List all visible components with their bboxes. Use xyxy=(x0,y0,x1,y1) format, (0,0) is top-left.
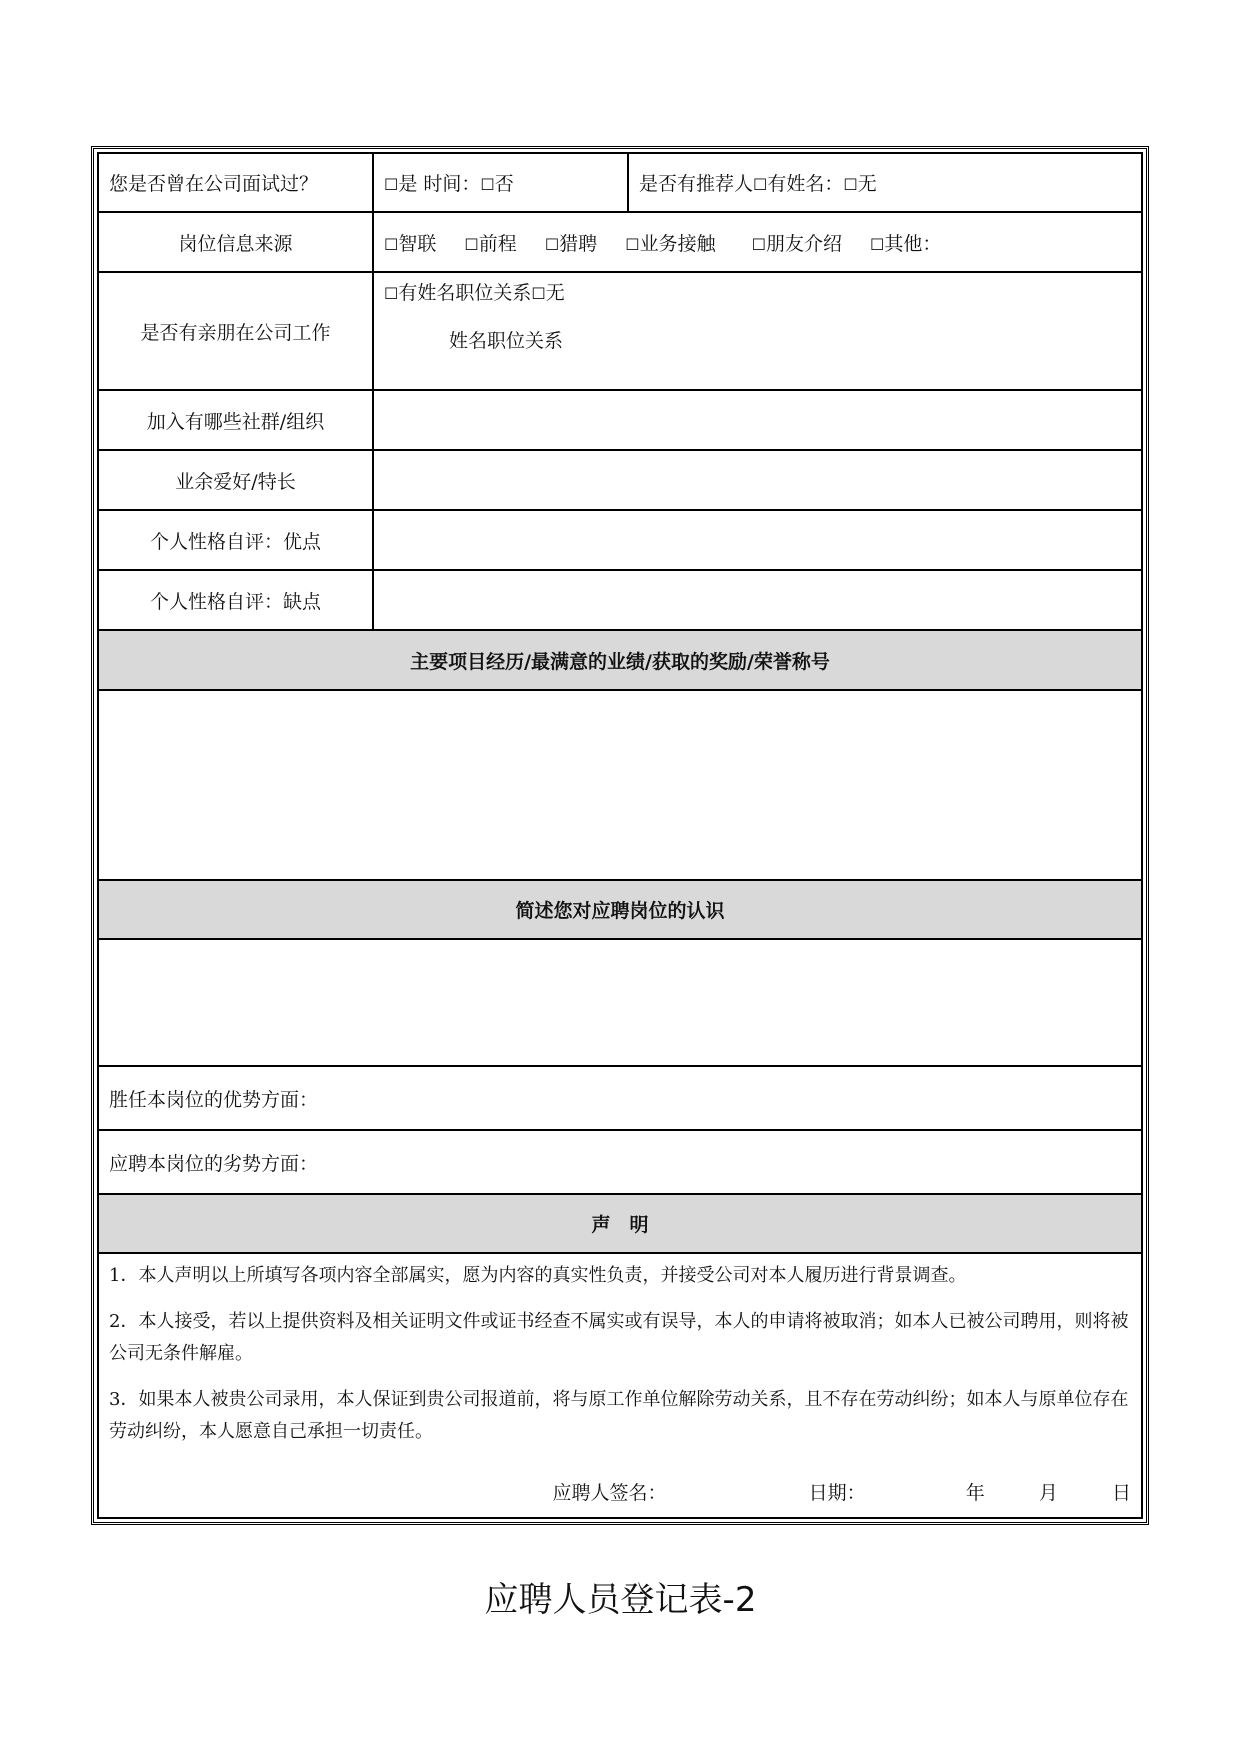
cell-relatives xyxy=(373,272,1142,390)
declaration-item-3: 3．如果本人被贵公司录用，本人保证到贵公司报道前，将与原工作单位解除劳动关系，且不存在劳动纠纷；如本人与原单位存在劳动纠纷，本人愿意自己承担一切责任。 xyxy=(109,1389,1129,1442)
signature-label[interactable]: 应聘人签名： xyxy=(552,1482,667,1504)
input-weaknesses[interactable] xyxy=(373,570,1142,630)
cell-source-options xyxy=(373,212,1142,272)
label-hobbies: 业余爱好/特长 xyxy=(98,450,373,510)
declaration-item-2: 2．本人接受，若以上提供资料及相关证明文件或证书经查不属实或有误导，本人的申请将被取消；如本人已被公司聘用，则将被公司无条件解雇。 xyxy=(109,1311,1129,1364)
cell-referrer xyxy=(628,153,1142,212)
row-source xyxy=(98,212,1142,272)
declaration-text xyxy=(98,1253,1142,1518)
label-relatives: 是否有亲朋在公司工作 xyxy=(98,272,373,390)
option-referrer-has: 有姓名： xyxy=(767,173,844,195)
checkbox-no[interactable]: ☐ xyxy=(480,175,495,194)
day-label: 日 xyxy=(1111,1482,1131,1504)
row-projects-header xyxy=(98,630,1142,690)
checkbox-referrer-has[interactable]: ☐ xyxy=(753,175,768,194)
year-label: 年 xyxy=(965,1482,985,1504)
label-disadvantages: 应聘本岗位的劣势方面： xyxy=(109,1152,319,1175)
signature-line xyxy=(109,1448,1131,1517)
section-title-understanding: 简述您对应聘岗位的认识 xyxy=(98,880,1142,939)
input-hobbies[interactable] xyxy=(373,450,1142,510)
row-understanding-header xyxy=(98,880,1142,939)
checkbox-icon: ☐ xyxy=(625,234,640,254)
input-strengths[interactable] xyxy=(373,510,1142,570)
label-source: 岗位信息来源 xyxy=(98,212,373,272)
option-referrer-none: 无 xyxy=(857,173,877,195)
page-caption: 应聘人员登记表-2 xyxy=(484,1580,757,1620)
date-label[interactable]: 日期： xyxy=(808,1482,866,1504)
source-option-other[interactable]: ☐其他： xyxy=(870,232,942,255)
option-relatives-has: 有姓名职位关系 xyxy=(398,282,532,304)
row-declaration-header xyxy=(98,1194,1142,1253)
row-advantages xyxy=(98,1066,1142,1130)
checkbox-icon: ☐ xyxy=(464,234,479,254)
checkbox-referrer-none[interactable]: ☐ xyxy=(843,175,858,194)
row-groups xyxy=(98,390,1142,450)
label-interviewed: 您是否曾在公司面试过？ xyxy=(98,153,373,212)
checkbox-icon: ☐ xyxy=(384,234,399,254)
time-label: 时间： xyxy=(417,173,481,195)
checkbox-icon: ☐ xyxy=(870,234,885,254)
input-understanding[interactable] xyxy=(98,939,1142,1066)
field-disadvantages[interactable] xyxy=(98,1130,1142,1194)
option-relatives-none: 无 xyxy=(545,282,565,304)
referrer-label: 是否有推荐人 xyxy=(639,173,754,195)
label-weaknesses: 个人性格自评：缺点 xyxy=(98,570,373,630)
row-disadvantages xyxy=(98,1130,1142,1194)
month-label: 月 xyxy=(1038,1482,1058,1504)
source-option-zhilian[interactable]: ☐智联 xyxy=(384,232,437,255)
field-advantages[interactable] xyxy=(98,1066,1142,1130)
row-relatives xyxy=(98,272,1142,390)
option-yes: 是 xyxy=(398,173,418,195)
checkbox-relatives-has[interactable]: ☐ xyxy=(384,284,399,303)
row-hobbies xyxy=(98,450,1142,510)
row-strengths xyxy=(98,510,1142,570)
input-groups[interactable] xyxy=(373,390,1142,450)
row-declaration-body xyxy=(98,1253,1142,1518)
row-weaknesses xyxy=(98,570,1142,630)
option-no: 否 xyxy=(494,173,514,195)
registration-form xyxy=(97,152,1143,1519)
checkbox-icon: ☐ xyxy=(544,234,560,254)
checkbox-yes[interactable]: ☐ xyxy=(384,175,399,194)
source-option-liepin[interactable]: ☐猎聘 xyxy=(544,232,598,255)
row-interviewed xyxy=(98,153,1142,212)
section-title-declaration: 声 明 xyxy=(98,1194,1142,1253)
relatives-second-line: 姓名职位关系 xyxy=(449,330,564,352)
label-advantages: 胜任本岗位的优势方面： xyxy=(109,1088,319,1111)
label-strengths: 个人性格自评：优点 xyxy=(98,510,373,570)
source-option-qiancheng[interactable]: ☐前程 xyxy=(464,232,517,255)
source-option-business[interactable]: ☐业务接触 xyxy=(625,232,716,255)
checkbox-icon: ☐ xyxy=(751,234,766,254)
section-title-projects: 主要项目经历/最满意的业绩/获取的奖励/荣誉称号 xyxy=(98,630,1142,690)
declaration-item-1: 1．本人声明以上所填写各项内容全部属实，愿为内容的真实性负责，并接受公司对本人履历进行背景调查。 xyxy=(109,1265,967,1286)
source-option-friend[interactable]: ☐朋友介绍 xyxy=(751,232,842,255)
checkbox-relatives-none[interactable]: ☐ xyxy=(531,284,546,303)
label-groups: 加入有哪些社群/组织 xyxy=(98,390,373,450)
row-understanding-body xyxy=(98,939,1142,1066)
form-sheet xyxy=(97,152,1141,1519)
input-projects[interactable] xyxy=(98,690,1142,880)
row-projects-body xyxy=(98,690,1142,880)
cell-interviewed-options xyxy=(373,153,628,212)
